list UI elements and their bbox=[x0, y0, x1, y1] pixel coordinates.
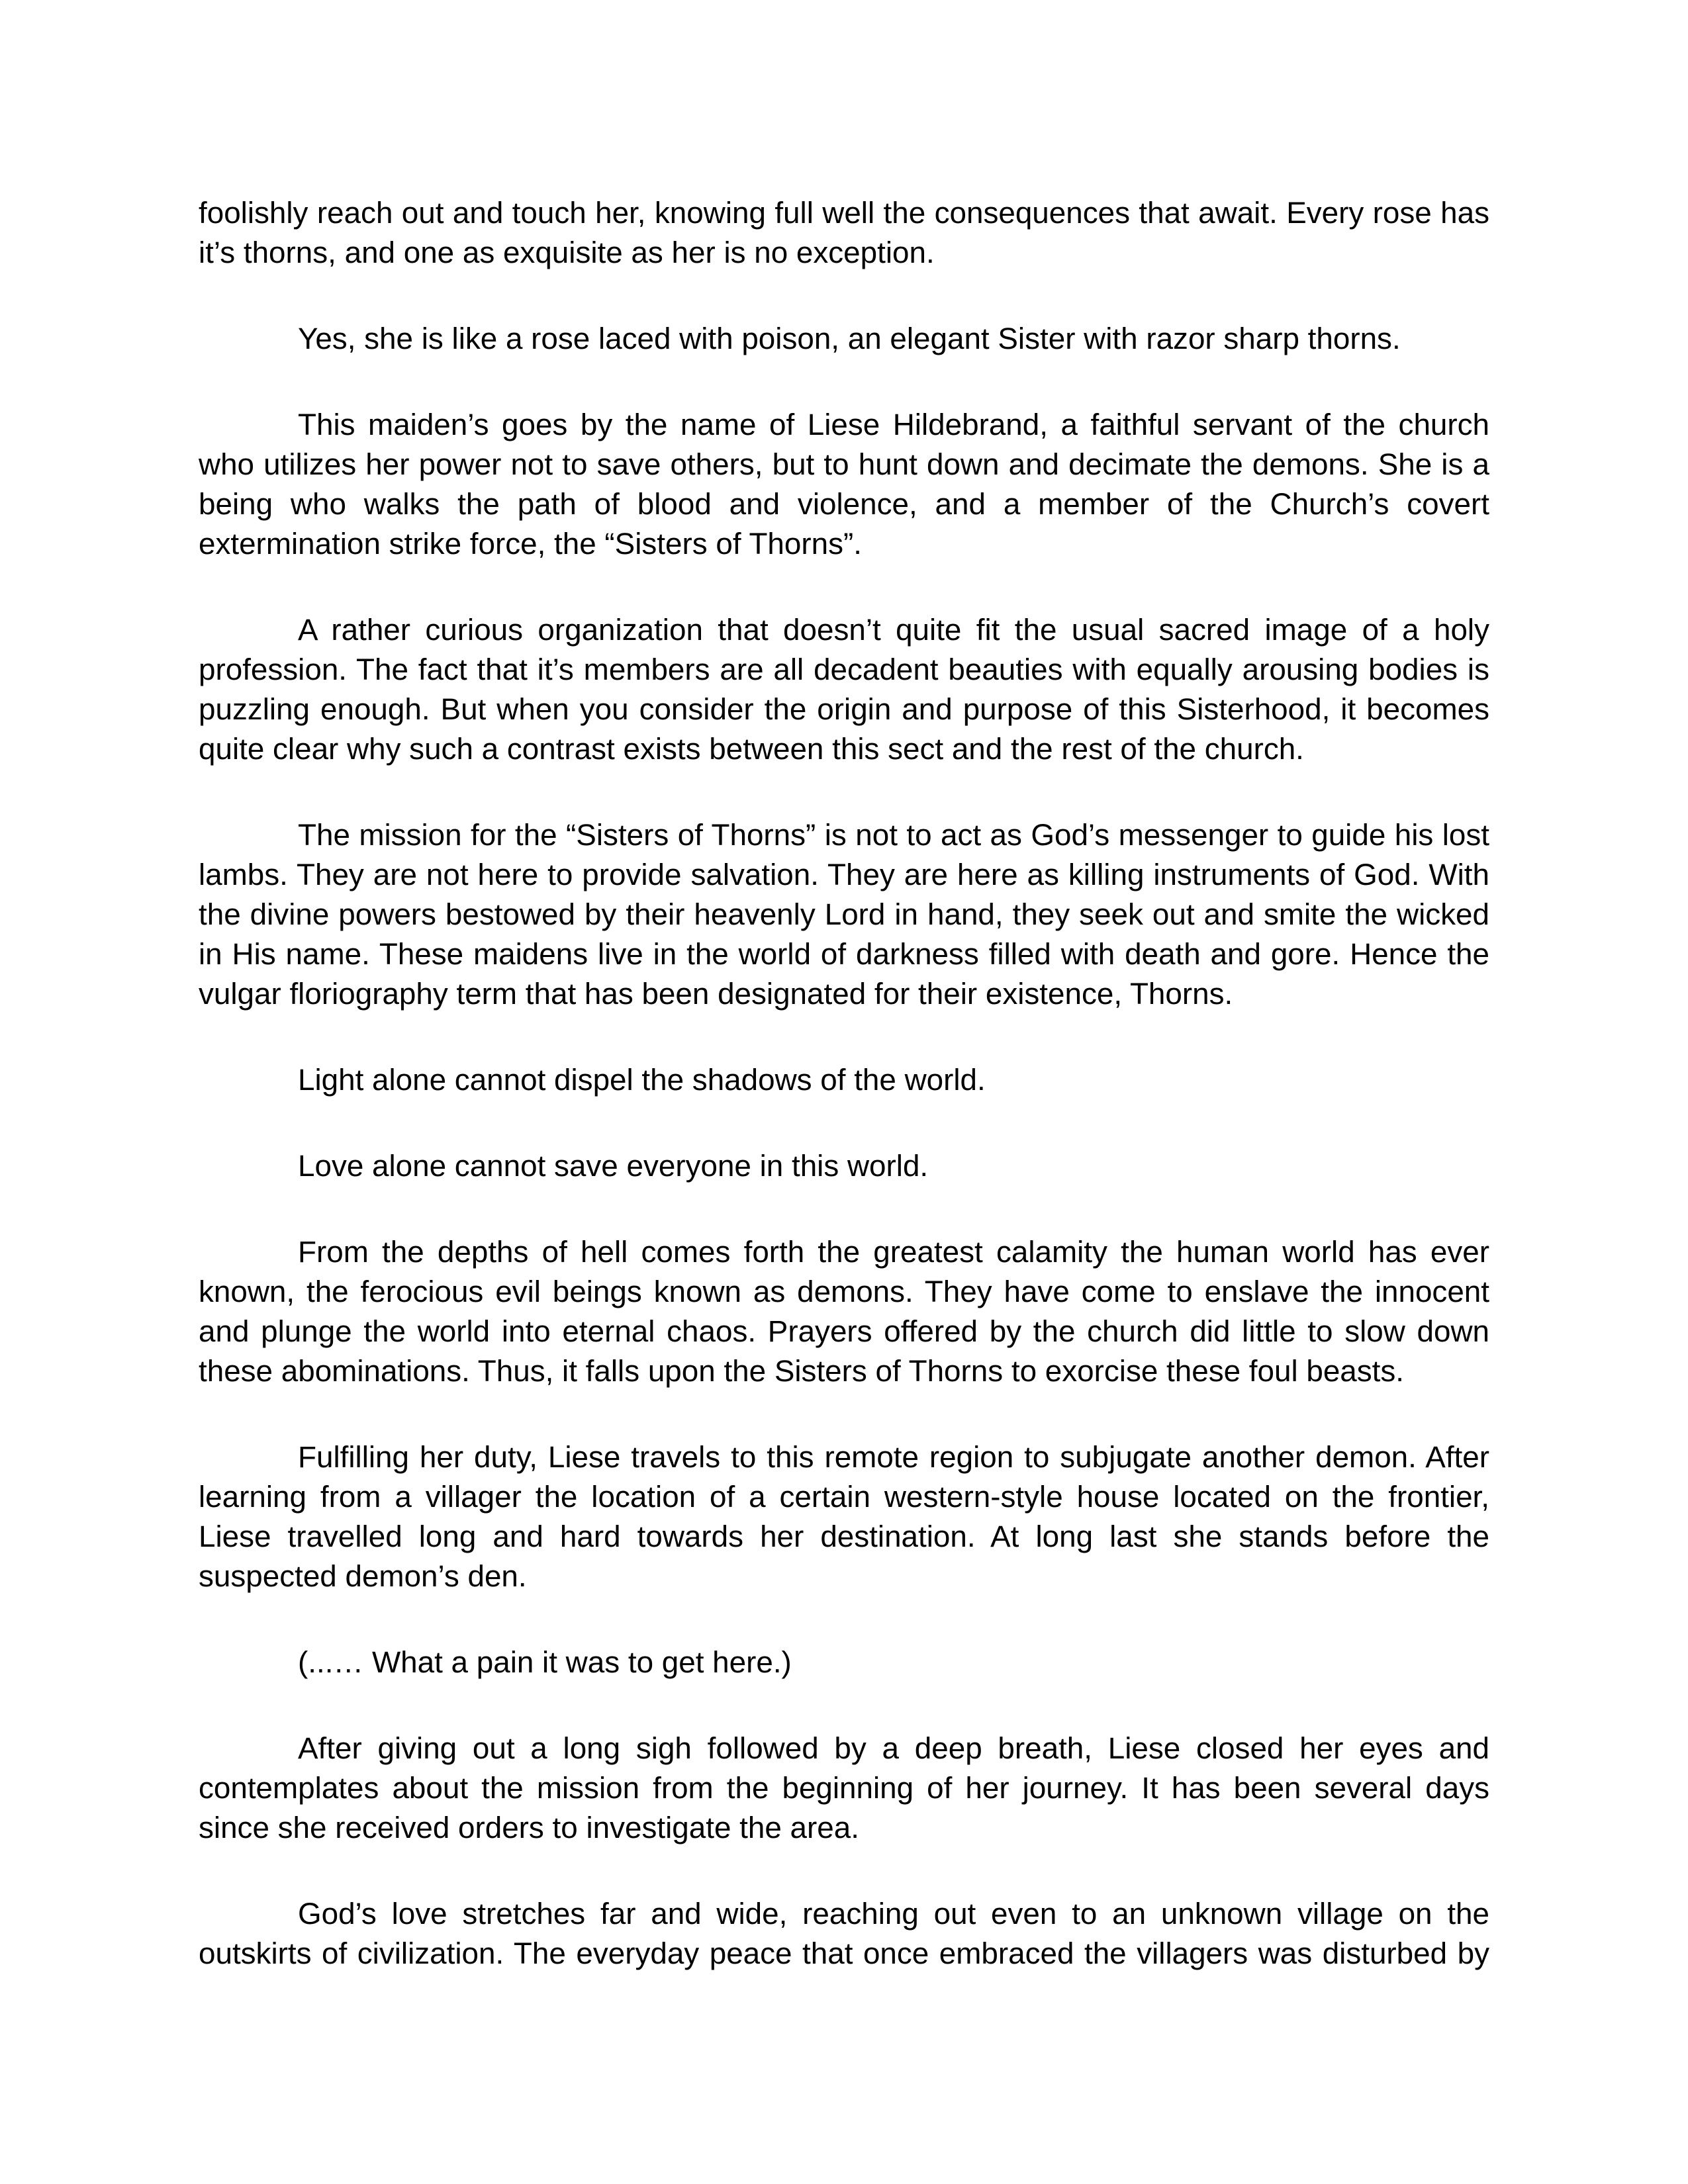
paragraph: Light alone cannot dispel the shadows of the world. bbox=[298, 1063, 986, 1097]
paragraph: foolishly reach out and touch her, knowing full well the consequences that await. Every rose has it’s thorns, and one as exquisite as her is no exception. bbox=[199, 196, 1489, 269]
paragraph: (...… What a pain it was to get here.) bbox=[298, 1645, 792, 1679]
paragraph: God’s love stretches far and wide, reaching out even to an unknown village on the outskirts of civilization. The everyday peace that once embraced the villagers was disturbed by bbox=[199, 1897, 1489, 1970]
paragraph: This maiden’s goes by the name of Liese Hildebrand, a faithful servant of the church who utilizes her power not to save others, but to hunt down and decimate the demons. She is a being who walks the path of blood and violence, and a member of the Church’s covert extermination strike force, the “Sisters of Thorns”. bbox=[199, 408, 1489, 561]
paragraph: From the depths of hell comes forth the greatest calamity the human world has ever known, the ferocious evil beings known as demons. They have come to enslave the innocent and plunge the world into eternal chaos. Prayers offered by the church did little to slow down these abominations. Thus, it falls upon the Sisters of Thorns to exorcise these foul beasts. bbox=[199, 1235, 1489, 1388]
paragraph: Love alone cannot save everyone in this world. bbox=[298, 1149, 929, 1183]
paragraph: Yes, she is like a rose laced with poison, an elegant Sister with razor sharp thorns. bbox=[298, 322, 1401, 355]
paragraph: Fulfilling her duty, Liese travels to this remote region to subjugate another demon. After learning from a villager the location of a certain western-style house located on the frontier, Liese travelled long and hard towards her destination. At long last she stands before the suspected demon’s den. bbox=[199, 1440, 1489, 1593]
paragraph: The mission for the “Sisters of Thorns” is not to act as God’s messenger to guide his lost lambs. They are not here to provide salvation. They are here as killing instruments of God. With the divine powers bestowed by their heavenly Lord in hand, they seek out and smite the wicked in His name. These maidens live in the world of darkness filled with death and gore. Hence the vulgar floriography term that has been designated for their existence, Thorns. bbox=[199, 818, 1489, 1011]
paragraph: A rather curious organization that doesn’t quite fit the usual sacred image of a holy profession. The fact that it’s members are all decadent beauties with equally arousing bodies is puzzling enough. But when you consider the origin and purpose of this Sisterhood, it becomes quite clear why such a contrast exists between this sect and the rest of the church. bbox=[199, 613, 1489, 766]
paragraph: After giving out a long sigh followed by a deep breath, Liese closed her eyes and contemplates about the mission from the beginning of her journey. It has been several days since she received orders to investigate the area. bbox=[199, 1731, 1489, 1844]
